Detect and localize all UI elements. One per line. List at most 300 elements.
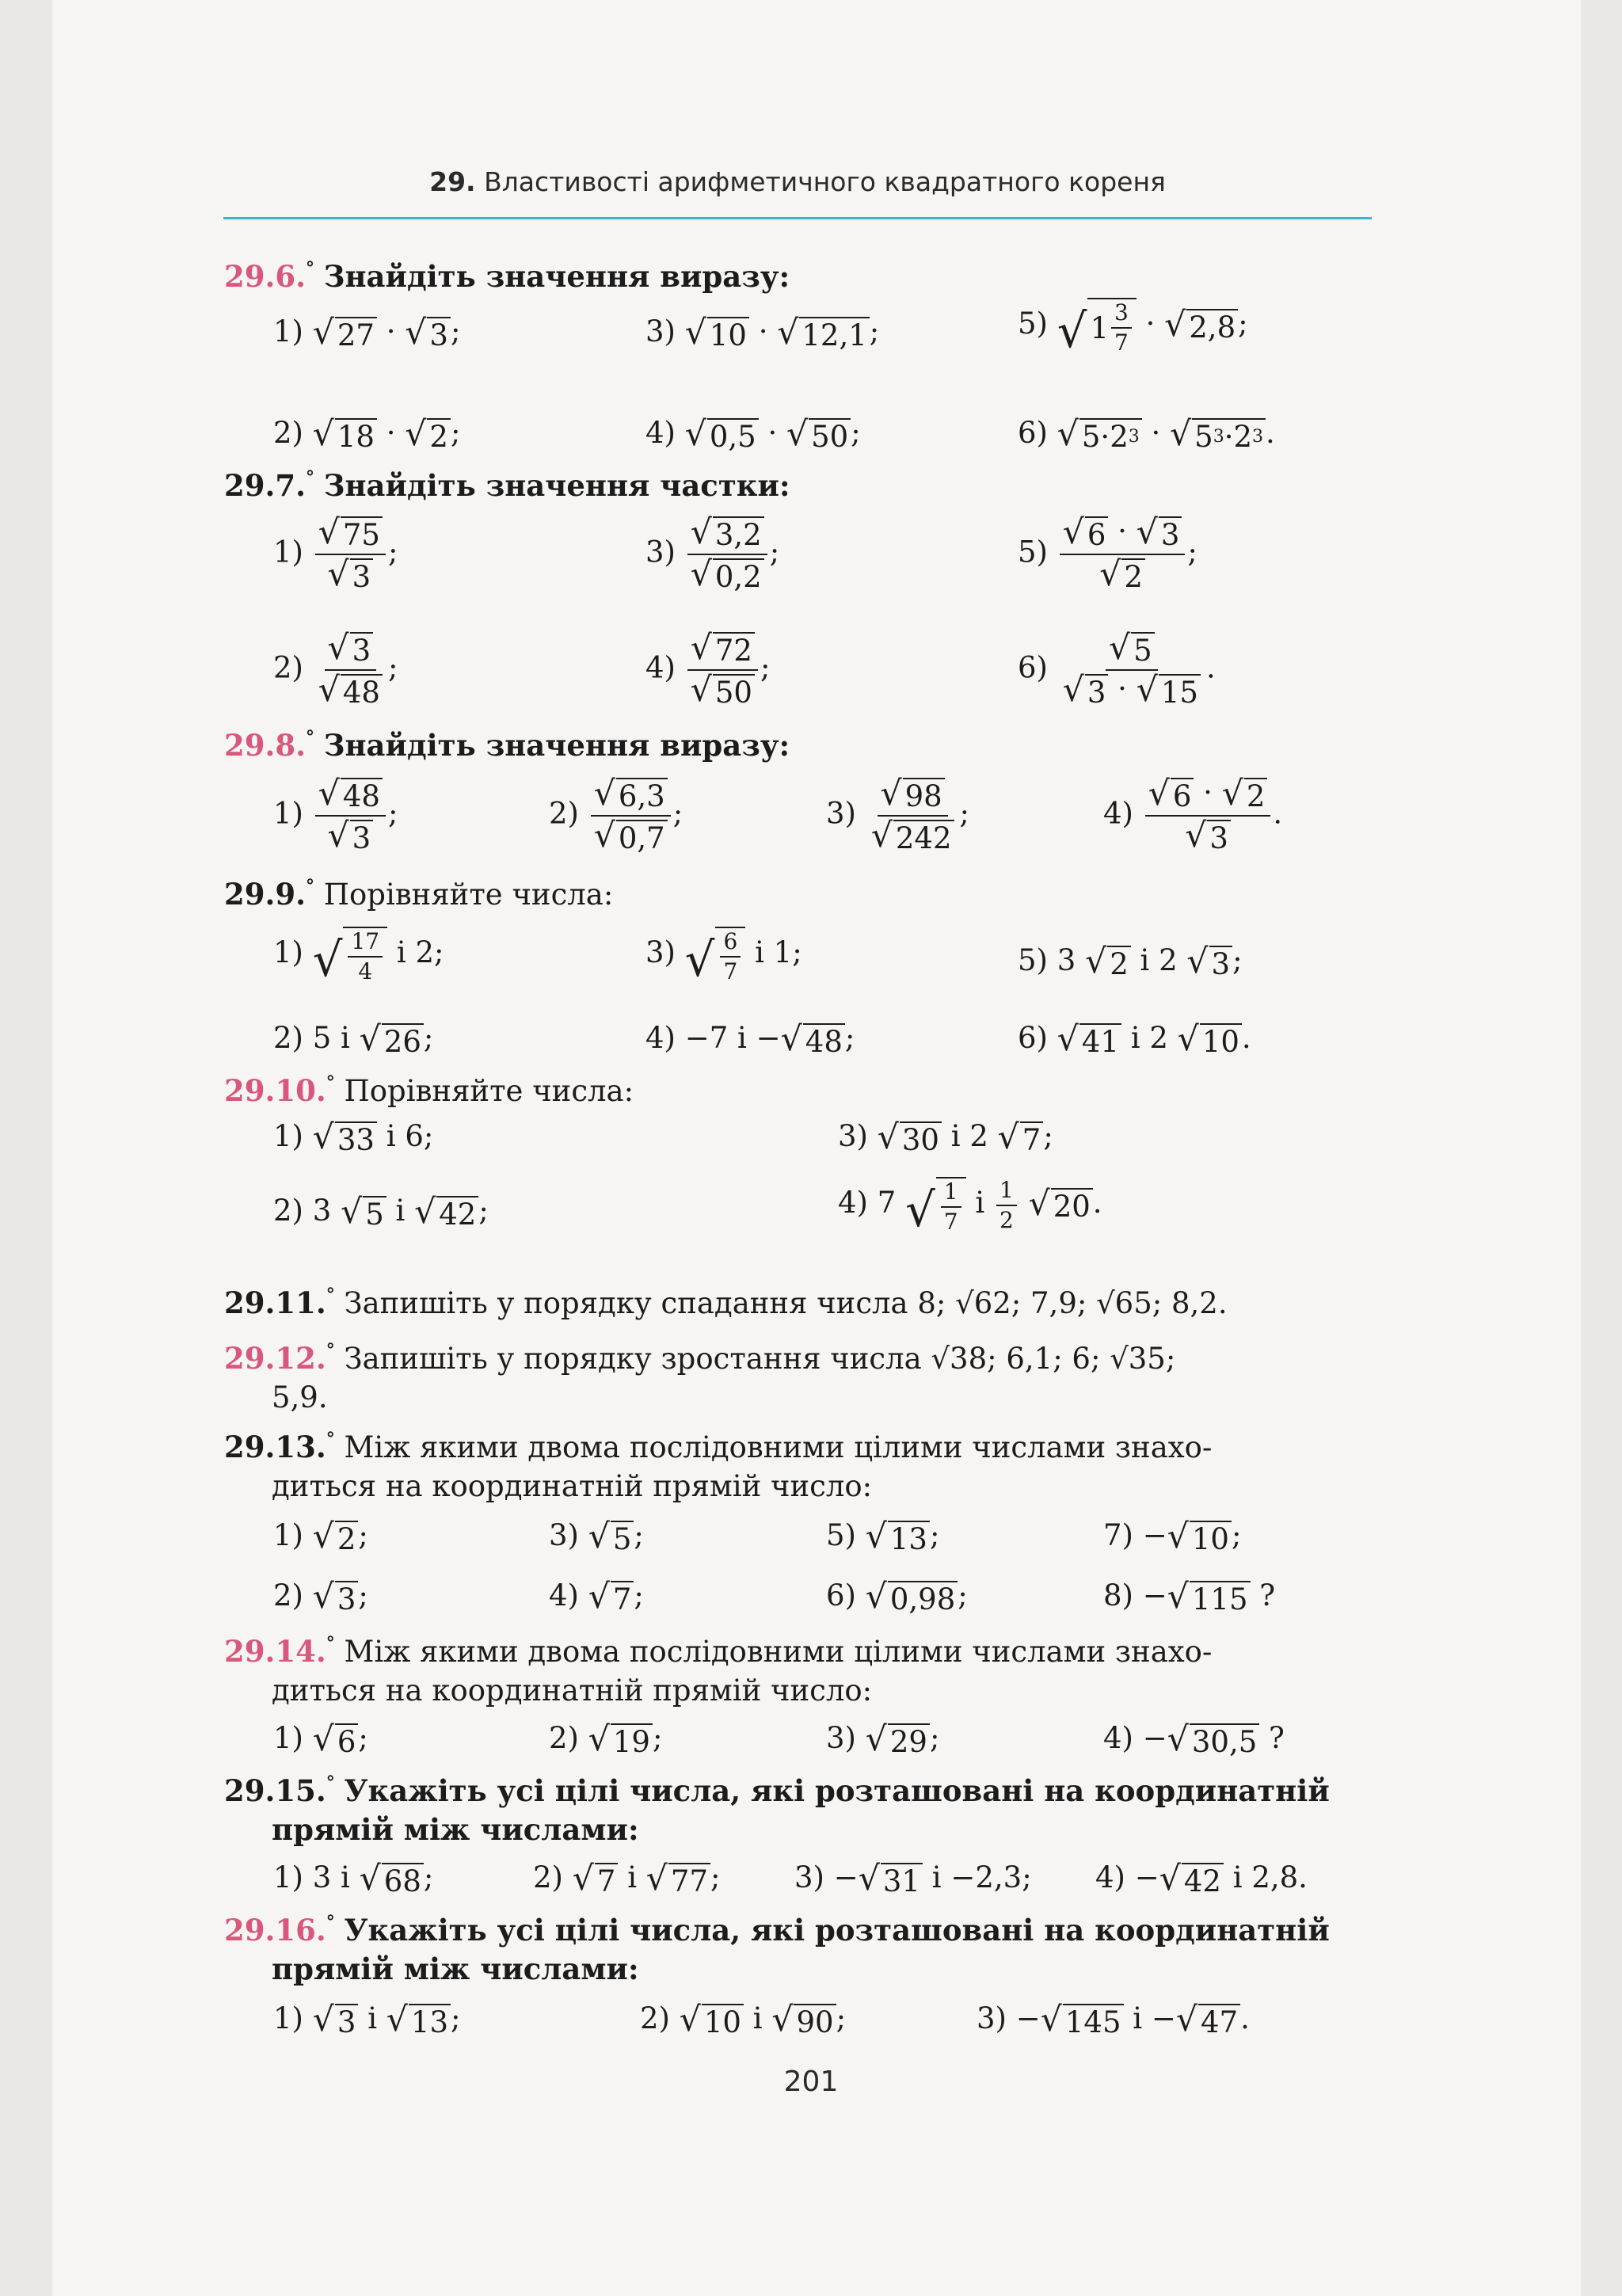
math-part: √: [312, 415, 334, 455]
math-part: √: [1177, 1020, 1199, 1060]
math-text: 2: [969, 1119, 988, 1153]
math-part: [312, 1517, 359, 1557]
item: 2) 3 √ 5 і √ 42 ;: [273, 1193, 489, 1232]
math-part: 42: [436, 1196, 478, 1230]
math-part: [315, 629, 386, 710]
math-part: √: [865, 1720, 887, 1760]
math-part: √: [905, 1182, 935, 1237]
exercise-text: Знайдіть значення виразу:: [323, 259, 790, 294]
math-text: −: [1142, 1578, 1167, 1613]
math-part: √: [1148, 775, 1170, 814]
math-part: [1182, 817, 1234, 854]
math-part: 3: [335, 1581, 359, 1615]
math-part: 30,5: [1190, 1723, 1259, 1757]
exercise-text: Порівняйте числа:: [323, 878, 614, 912]
math-text: −: [833, 1860, 859, 1894]
exercise-number: 29.7.: [224, 468, 306, 503]
math-part: √: [645, 1860, 668, 1899]
math-part: [348, 928, 383, 984]
math-part: √: [1221, 775, 1243, 814]
math-part: √: [777, 314, 799, 353]
math-part: 3: [1128, 426, 1140, 447]
math-part: [405, 415, 451, 455]
math-text: і: [950, 1119, 961, 1153]
item: 5) √ 1 $\frac{3}{7}$ · √ 2,8 ;: [1018, 299, 1248, 358]
math-part: [687, 554, 767, 595]
math-text: і: [367, 2001, 378, 2035]
math-part: [1136, 513, 1182, 553]
math-part: 1: [941, 1181, 961, 1208]
math-part: [679, 2001, 744, 2040]
math-part: 42: [1182, 1863, 1224, 1897]
item: 1) √ 2 ;: [273, 1517, 368, 1557]
math-part: √: [1057, 303, 1087, 358]
item: [273, 927, 444, 987]
math-part: 7: [943, 1209, 958, 1235]
math-text: −: [1142, 1518, 1167, 1552]
exercise-number: 29.15.: [224, 1773, 326, 1808]
math-text: 7: [877, 1186, 897, 1220]
math-part: 2: [335, 1521, 359, 1555]
math-part: [318, 775, 383, 814]
math-part: 26: [382, 1023, 424, 1057]
exercise-text: Укажіть усі цілі числа, які розташовані на координатній: [344, 1913, 1330, 1948]
item: 2) √ 7 і √ 77 ;: [533, 1860, 721, 1899]
math-part: √: [312, 1118, 334, 1158]
math-part: [1148, 775, 1194, 814]
math-part: 10: [1190, 1521, 1232, 1555]
item: 2) √ 19 ;: [549, 1720, 663, 1760]
math-part: 4: [358, 958, 373, 984]
math-text: 2): [273, 416, 303, 450]
exercise-number: 29.8.: [224, 728, 306, 763]
exercise-number: 29.16.: [224, 1913, 326, 1948]
math-part: 3: [1085, 674, 1109, 708]
math-part: √: [1175, 2001, 1198, 2040]
item: 3) √ 10 · √ 12,1 ;: [645, 314, 880, 353]
item: 1) √ 3 і √ 13 ;: [273, 2001, 461, 2040]
math-part: [1060, 629, 1204, 710]
math-text: 4): [645, 416, 676, 450]
header-title: Властивості арифметичного квадратного кореня: [484, 166, 1166, 197]
math-text: −: [1134, 1860, 1159, 1894]
math-part: 115: [1190, 1581, 1251, 1615]
item: 4) 7 √ $\frac{1}{7}$ і $\frac{1}{2}$ √ 20 .: [838, 1176, 1102, 1237]
item: 6) √ 5 √ 3 · √ 15 .: [1018, 629, 1216, 710]
item: 2) √ 18 · √ 2 ;: [273, 415, 461, 455]
math-part: 3: [1207, 820, 1231, 854]
math-part: √: [786, 415, 809, 455]
math-part: 98: [903, 778, 945, 812]
math-part: √: [405, 314, 427, 353]
math-part: 77: [668, 1863, 710, 1897]
math-text: 3): [794, 1860, 824, 1894]
math-text: −: [1015, 2001, 1041, 2035]
math-part: √: [1167, 1517, 1189, 1557]
exercise-29-11: [224, 1286, 1373, 1318]
level-mark: °: [326, 1340, 335, 1361]
item: 2) √ 3 ;: [273, 1578, 368, 1617]
item: 4) √ 7 ;: [549, 1578, 644, 1617]
math-part: √: [318, 513, 340, 553]
item: 3) √ 98 √ 242 ;: [826, 775, 969, 856]
math-part: 1 $\frac{3}{7}$: [1087, 298, 1136, 354]
item: 1) √ 48 √ 3 ;: [273, 775, 398, 856]
math-part: √: [327, 554, 349, 594]
math-text: 1): [273, 1860, 303, 1894]
running-header: [223, 166, 1372, 208]
math-part: [315, 671, 386, 708]
header-rule: [223, 217, 1372, 219]
math-part: 2: [427, 418, 451, 452]
math-part: 6: [720, 931, 741, 958]
level-mark: °: [326, 1429, 335, 1449]
math-part: [593, 775, 668, 814]
math-text: 2): [549, 1721, 579, 1755]
math-part: [687, 629, 758, 671]
math-text: 4): [645, 650, 676, 685]
math-part: [386, 2001, 451, 2040]
math-part: [318, 513, 383, 553]
exercise-number: 29.12.: [224, 1341, 326, 1376]
math-part: √: [588, 1517, 610, 1557]
math-part: 75: [341, 516, 383, 550]
math-part: [343, 927, 387, 983]
exercise-text: Між якими двома послідовними цілими числами знахо-: [344, 1635, 1213, 1669]
math-part: [312, 314, 377, 353]
item: [1095, 1860, 1308, 1899]
math-part: [359, 1860, 424, 1899]
math-part: 13: [888, 1521, 930, 1555]
page-number: 201: [783, 2066, 839, 2098]
math-part: 7: [1020, 1121, 1044, 1156]
math-text: ?: [1269, 1721, 1285, 1755]
math-part: √: [312, 314, 334, 353]
exercise-text: Між якими двома послідовними цілими числами знахо-: [344, 1430, 1213, 1464]
math-part: √: [572, 1860, 594, 1899]
math-part: 0,5: [707, 418, 759, 452]
math-text: 4): [645, 1021, 676, 1055]
item: 1) √ 27 · √ 3 ;: [273, 314, 461, 353]
item: 6) √ 5 · 2 3 · √ 5 3 · 2 3 .: [1018, 415, 1275, 455]
math-part: √: [684, 415, 706, 455]
math-part: √: [1186, 942, 1209, 982]
math-text: 3): [645, 535, 676, 569]
math-text: ?: [1259, 1578, 1276, 1613]
math-part: 1: [996, 1179, 1017, 1206]
math-text: 1): [273, 1721, 303, 1755]
math-text: 4): [1095, 1860, 1125, 1894]
math-text: 1): [273, 1518, 303, 1552]
math-text: 3 і: [312, 1860, 350, 1894]
math-part: 41: [1079, 1023, 1121, 1057]
math-text: 6): [1018, 1021, 1048, 1055]
item: [273, 1118, 434, 1158]
math-part: [687, 513, 767, 555]
math-part: [771, 2001, 836, 2040]
math-part: [1028, 1185, 1093, 1224]
math-part: 30: [900, 1121, 942, 1156]
math-text: 2: [1159, 943, 1178, 977]
math-part: 2: [1121, 558, 1145, 592]
item: 3) − √ 145 і − √ 47 .: [977, 2001, 1250, 2040]
math-part: [878, 775, 948, 817]
math-part: √: [865, 1578, 887, 1617]
math-text: 3): [838, 1119, 868, 1153]
math-part: 0,98: [888, 1581, 958, 1615]
math-text: 3): [645, 314, 676, 348]
math-part: √: [1159, 1860, 1181, 1899]
math-part: [786, 415, 851, 455]
exercise-29-16: [224, 1912, 1373, 1948]
math-text: і 2,8.: [1232, 1860, 1308, 1894]
math-part: √: [1167, 1720, 1189, 1760]
math-part: 90: [794, 2004, 836, 2038]
math-part: 145: [1063, 2004, 1124, 2038]
math-part: 3: [1252, 426, 1264, 447]
item: 1) √ 6 ;: [273, 1720, 368, 1760]
math-part: √: [312, 2001, 334, 2040]
math-part: [997, 1118, 1044, 1158]
math-part: 19: [611, 1723, 653, 1757]
math-part: 3: [1213, 426, 1224, 447]
math-part: [1185, 816, 1231, 856]
math-part: [684, 415, 759, 455]
math-part: √: [1136, 670, 1158, 710]
math-part: 0,7: [616, 820, 668, 854]
math-part: [868, 775, 958, 856]
math-part: [318, 670, 383, 710]
math-text: 5): [826, 1518, 856, 1552]
math-part: 7: [1114, 329, 1129, 356]
math-part: √: [1136, 513, 1158, 553]
math-part: [1186, 942, 1232, 982]
math-part: 7: [595, 1863, 619, 1897]
level-mark: °: [306, 876, 314, 897]
math-part: 3: [427, 317, 451, 351]
math-part: √: [414, 1193, 436, 1232]
item: 4) √ 6 · √ 2 √ 3 .: [1103, 775, 1283, 856]
math-part: [645, 1860, 710, 1899]
math-part: 3,2: [713, 516, 764, 550]
level-mark: °: [326, 1285, 335, 1305]
math-part: √: [405, 415, 427, 455]
math-part: √: [865, 1517, 887, 1557]
math-part: [312, 2001, 359, 2040]
math-part: [720, 928, 741, 984]
math-part: [1085, 942, 1131, 982]
math-part: √ 6 · √ 3: [1060, 516, 1186, 555]
math-part: 2: [1244, 778, 1268, 812]
math-part: √: [780, 1020, 802, 1060]
exercise-29-6: [224, 258, 1373, 294]
math-part: √: [312, 1578, 334, 1617]
math-part: 48: [803, 1023, 845, 1057]
math-part: [315, 513, 386, 555]
exercise-text: Знайдіть значення виразу:: [323, 728, 790, 763]
item: 3) √ 3,2 √ 0,2 ;: [645, 513, 780, 595]
math-part: [687, 513, 767, 595]
item: 1) √ 75 √ 3 ;: [273, 513, 398, 595]
math-part: [312, 1578, 359, 1617]
math-part: √: [593, 775, 615, 814]
math-part: [1096, 554, 1148, 595]
exercise-29-8: [224, 727, 1373, 763]
math-text: 5): [1018, 535, 1048, 569]
math-part: [858, 1860, 923, 1899]
math-part: [1167, 1517, 1232, 1557]
math-part: [1170, 415, 1266, 455]
math-part: √: [1085, 942, 1107, 982]
math-part: 242: [893, 820, 954, 854]
math-text: і: [752, 2001, 763, 2035]
item: 2) √ 10 і √ 90 ;: [640, 2001, 847, 2040]
exercise-number: 29.10.: [224, 1073, 326, 1108]
level-mark: °: [326, 1912, 335, 1932]
math-part: [588, 1578, 634, 1617]
math-text: −: [1151, 2001, 1176, 2035]
item: 2) 5 і √ 26 ;: [273, 1020, 434, 1060]
math-text: і: [1130, 1021, 1140, 1055]
math-part: [1167, 1578, 1251, 1617]
math-text: 2): [273, 1021, 303, 1055]
math-part: [690, 513, 764, 553]
math-part: 10: [702, 2004, 744, 2038]
math-part: √: [318, 670, 340, 710]
math-part: [359, 1020, 424, 1060]
math-part: 5 3 · 2 3: [1192, 418, 1266, 452]
math-part: √: [1170, 415, 1192, 455]
math-part: √: [1099, 554, 1121, 594]
math-text: 5): [1018, 943, 1048, 977]
math-text: 1): [273, 535, 303, 569]
math-part: 13: [409, 2004, 451, 2038]
math-part: 5: [363, 1196, 386, 1230]
math-part: [405, 314, 451, 353]
math-part: [414, 1193, 478, 1232]
math-part: 7: [611, 1581, 634, 1615]
math-text: 8): [1103, 1578, 1133, 1613]
math-part: [687, 629, 758, 710]
item: 5) √ 6 · √ 3 √ 2 ;: [1018, 513, 1197, 595]
math-part: [877, 1118, 942, 1158]
item: [794, 1860, 1032, 1899]
math-part: √: [858, 1860, 880, 1899]
math-part: 2,8: [1186, 309, 1238, 343]
math-part: 3: [350, 558, 374, 592]
math-text: 5 і: [312, 1021, 350, 1055]
exercise-29-7: [224, 469, 1373, 501]
exercise-29-12-cont: 5,9.: [272, 1380, 328, 1415]
math-part: 47: [1198, 2004, 1240, 2038]
math-part: [593, 816, 668, 856]
exercise-number: 29.9.: [224, 877, 306, 912]
math-part: [315, 775, 386, 856]
math-text: 3): [549, 1518, 579, 1552]
math-part: 20: [1051, 1188, 1093, 1222]
math-part: [1057, 415, 1142, 455]
math-part: √: [312, 1720, 334, 1760]
math-part: [1159, 1860, 1224, 1899]
math-part: 10: [707, 317, 749, 351]
math-part: √: [1062, 513, 1084, 553]
exercise-29-13-cont: диться на координатній прямій число:: [272, 1469, 873, 1503]
math-part: [315, 775, 386, 817]
math-part: [315, 513, 386, 595]
math-part: √: [327, 816, 349, 855]
math-part: √: [1057, 415, 1079, 455]
math-part: √: [312, 1517, 334, 1557]
math-part: √: [771, 2001, 794, 2040]
math-part: √: [690, 629, 712, 668]
math-part: [690, 629, 755, 668]
math-part: 18: [335, 418, 377, 452]
item: 3) √ 5 ;: [549, 1517, 644, 1557]
math-part: [1106, 629, 1158, 671]
exercise-29-15: [224, 1774, 1373, 1806]
math-part: √ 6 · √ 2: [1145, 778, 1271, 817]
math-part: 2: [1107, 946, 1131, 980]
math-part: [936, 1177, 966, 1233]
math-part: √: [1185, 816, 1207, 855]
math-part: 50: [809, 418, 851, 452]
math-part: [780, 1020, 845, 1060]
math-part: [327, 629, 374, 668]
math-part: [941, 1178, 961, 1235]
math-part: 3: [350, 632, 374, 666]
math-part: [312, 1720, 359, 1760]
math-part: [880, 775, 945, 814]
math-part: [870, 816, 954, 856]
exercise-number: 29.13.: [224, 1430, 326, 1464]
math-part: [341, 1193, 386, 1232]
item: 4) √ 72 √ 50 ;: [645, 629, 771, 710]
math-part: 27: [335, 317, 377, 351]
math-part: √: [877, 1118, 899, 1158]
math-part: [715, 927, 745, 983]
math-part: [325, 817, 377, 854]
math-text: −: [1142, 1721, 1167, 1755]
math-part: [1111, 299, 1132, 356]
math-text: і: [1133, 2001, 1143, 2035]
exercise-text: Запишіть у порядку спадання числа 8; √62; 7,9; √65; 8,2.: [344, 1286, 1228, 1320]
math-part: [690, 554, 764, 595]
math-part: [1062, 513, 1109, 553]
level-mark: °: [306, 727, 314, 748]
math-part: [591, 775, 671, 817]
item: [1103, 1720, 1285, 1760]
level-mark: °: [306, 258, 314, 279]
math-part: [1221, 775, 1268, 814]
math-text: 2): [273, 650, 303, 685]
math-part: 50: [713, 674, 755, 708]
math-part: √: [318, 775, 340, 814]
math-part: [690, 670, 755, 710]
math-part: √: [1057, 1020, 1079, 1060]
math-part: [865, 1578, 958, 1617]
item: 5) 3 √ 2 і 2 √ 3 ;: [1018, 942, 1243, 982]
math-part: √: [588, 1720, 610, 1760]
math-part: 68: [382, 1863, 424, 1897]
math-part: [588, 1517, 634, 1557]
level-mark: °: [326, 1072, 335, 1093]
math-part: [684, 314, 749, 353]
math-part: 48: [341, 778, 383, 812]
math-part: √: [359, 1020, 381, 1060]
math-part: 3: [335, 2004, 359, 2038]
item: 5) √ 13 ;: [826, 1517, 940, 1557]
math-part: [1057, 1020, 1121, 1060]
